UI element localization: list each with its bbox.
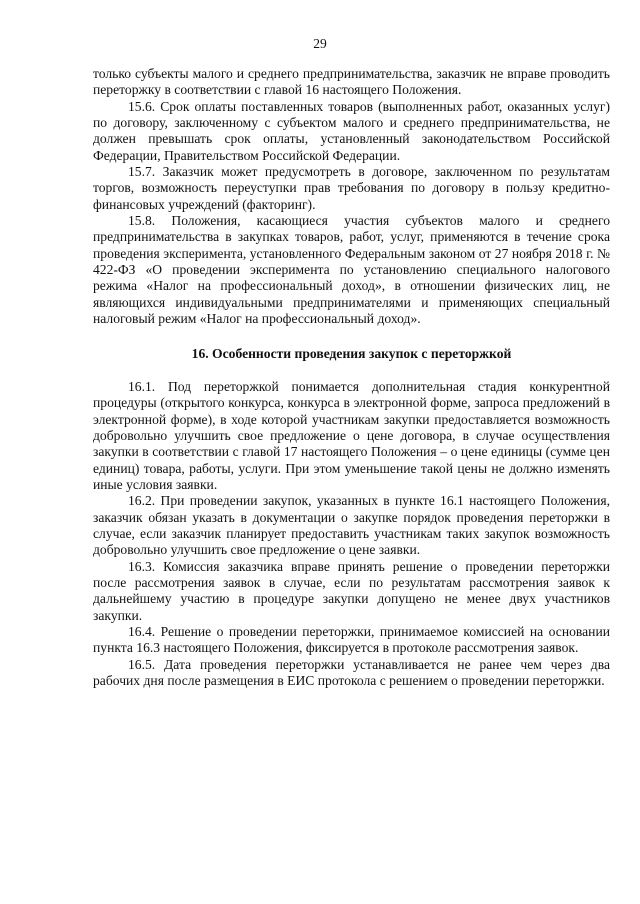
paragraph-16-3: 16.3. Комиссия заказчика вправе принять решение о проведении переторжки после рассмотрения заявок в случае, если по результатам рассмотрения заявок к дальнейшему участию в процедуре закупки допущено не менее двух участников закупки.: [93, 558, 610, 623]
paragraph-continuation: только субъекты малого и среднего предпринимательства, заказчик не вправе проводить переторжку в соответствии с главой 16 настоящего Положения.: [93, 66, 610, 98]
page-number: 29: [313, 36, 327, 51]
section-heading: 16. Особенности проведения закупок с переторжкой: [191, 345, 512, 361]
paragraph-16-2: 16.2. При проведении закупок, указанных в пункте 16.1 настоящего Положения, заказчик обязан указать в документации о закупке порядок проведения переторжки в случае, если заказчик планирует предоставить участникам таких закупок возможность добровольно улучшить свое предложение о цене заявки.: [93, 493, 610, 558]
paragraph-16-5: 16.5. Дата проведения переторжки устанавливается не ранее чем через два рабочих дня после размещения в ЕИС протокола с решением о проведении переторжки.: [93, 656, 610, 689]
paragraph-16-1: 16.1. Под переторжкой понимается дополнительная стадия конкурентной процедуры (открытого конкурса, конкурса в электронной форме, запроса предложений в электронной форме), в ходе которой участникам закупки предоставляется возможность добровольно улучшить свое предложение о цене договора, в случае осуществления закупки в соответствии с главой 17 настоящего Положения – о цене единицы (сумме цен единиц) товара, работы, услуги. При этом уменьшение такой цены не должно изменять иные условия заявки.: [93, 378, 610, 492]
paragraph-15-8: 15.8. Положения, касающиеся участия субъектов малого и среднего предпринимательства в закупках товаров, работ, услуг, применяются в течение срока проведения эксперимента, установленного Федеральным законом от 27 ноября 2018 г. № 422-ФЗ «О проведении эксперимента по установлению специального налогового режима «Налог на профессиональный доход», в отношении физических лиц, не являющихся индивидуальными предпринимателями и применяющих специальный налоговый режим «Налог на профессиональный доход».: [93, 213, 610, 327]
paragraph-16-4: 16.4. Решение о проведении переторжки, принимаемое комиссией на основании пункта 16.3 настоящего Положения, фиксируется в протоколе рассмотрения заявок.: [93, 624, 610, 656]
page-content: [93, 66, 610, 689]
paragraph-15-7: 15.7. Заказчик может предусмотреть в договоре, заключенном по результатам торгов, возможность переуступки прав требования по договору в пользу кредитно-финансовых учреждений (факторинг).: [93, 164, 610, 212]
paragraph-15-6: 15.6. Срок оплаты поставленных товаров (выполненных работ, оказанных услуг) по договору, заключенному с субъектом малого и среднего предпринимательства, не должен превышать срок оплаты, установленный законодательством Российской Федерации, Правительством Российской Федерации.: [93, 98, 610, 163]
